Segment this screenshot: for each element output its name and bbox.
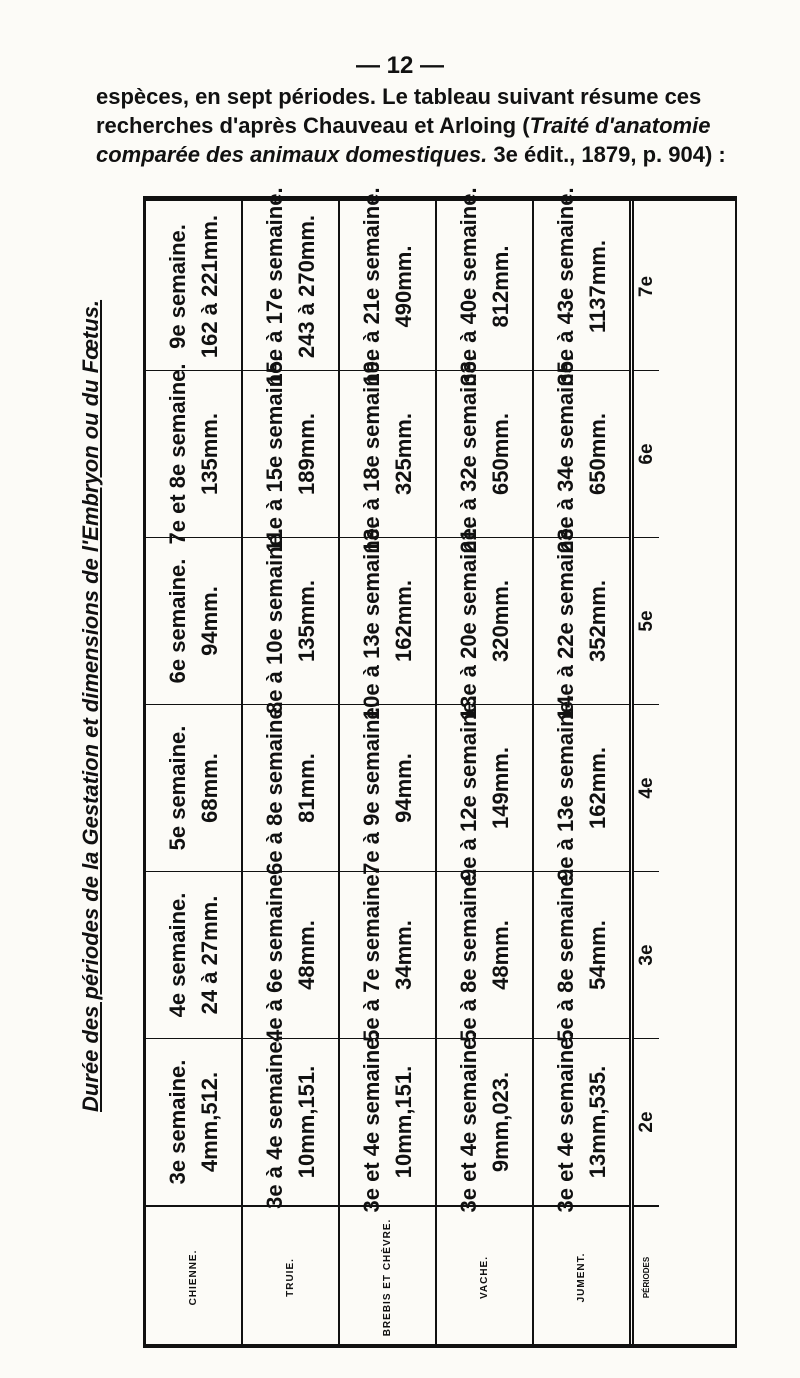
table-cell [146,537,241,704]
table-cell [437,868,532,1042]
table-cell [340,187,435,386]
periods-row [634,201,659,1348]
table-cell [534,868,629,1042]
cell-time: 14e à 22e semaine. [552,521,578,721]
cell-time: 23e à 34e semaine. [552,354,578,554]
cell-size: 94mm. [390,753,416,823]
table-cell [340,701,435,875]
intro-paragraph [96,82,776,169]
cell-size: 9mm,023. [487,1071,513,1173]
table-cell [437,1031,532,1213]
cell-time: 10e à 13e semaine. [358,521,384,721]
table-cell [243,528,338,714]
cell-size: 189mm. [293,413,319,495]
table-cell [437,521,532,721]
species-row [534,187,631,1348]
intro-text-after: 3e édit., 1879, p. 904) : [487,142,726,167]
cell-size: 94mm. [196,586,222,656]
cell-time: 13e à 20e semaine. [455,521,481,721]
cell-time: 3e et 4e semaine. [552,1031,578,1213]
cell-time: 9e à 12e semaine. [455,695,481,881]
cell-size: 54mm. [584,920,610,990]
table-cell [437,187,532,386]
cell-size: 13mm,535. [584,1065,610,1179]
cell-size: 1137mm. [584,240,610,333]
intro-text-before: espèces, en sept périodes. Le tableau suivant résume ces recherches d'après Chauveau et Arloing ( [96,84,702,138]
cell-time: 4e à 6e semaine. [261,868,287,1042]
cell-size: 135mm. [293,580,319,662]
cell-time: 9e à 13e semaine. [552,695,578,881]
species-row [340,187,437,1348]
cell-size: 325mm. [390,413,416,495]
species-header: CHIENNE. [146,1205,241,1348]
cell-size: 135mm. [196,413,222,495]
cell-time: 13e à 18e semaine. [358,354,384,554]
cell-size: 320mm. [487,580,513,662]
cell-time: 7e et 8e semaine. [164,363,190,545]
table-cell [437,354,532,554]
cell-time: 5e à 7e semaine. [358,868,384,1042]
cell-size: 24 à 27mm. [196,895,222,1015]
species-header: TRUIE. [243,1205,338,1348]
table-title-text: Durée des périodes de la Gestation et dimensions de l'Embryon ou du Fœtus. [78,299,103,1112]
cell-time: 15e à 17e semaine. [261,187,287,386]
species-row [243,187,340,1348]
cell-time: 19e à 21e semaine. [358,187,384,386]
cell-time: 21e à 32e semaine. [455,354,481,554]
table-cell [534,187,629,386]
species-header: VACHE. [437,1205,532,1348]
cell-time: 4e semaine. [164,892,190,1018]
table-cell [146,871,241,1038]
species-header: BREBIS ET CHÈVRE. [340,1205,435,1348]
cell-size: 149mm. [487,747,513,829]
cell-size: 81mm. [293,753,319,823]
page-number: — 12 — [355,52,445,79]
period-cell: 4e [634,704,659,871]
species-header: JUMENT. [534,1205,629,1348]
table-cell [340,521,435,721]
cell-time: 9e semaine. [164,224,190,349]
cell-time: 3e à 4e semaine. [261,1035,287,1209]
cell-size: 162mm. [584,747,610,829]
cell-size: 352mm. [584,580,610,662]
cell-size: 10mm,151. [390,1065,416,1179]
cell-time: 33e à 40e semaine. [455,187,481,386]
table-cell [534,695,629,881]
period-cell: 5e [634,537,659,704]
book-title: Traité d'anatomie comparée des animaux domestiques. [96,113,711,167]
cell-time: 3e et 4e semaine. [358,1031,384,1213]
cell-size: 34mm. [390,920,416,990]
cell-size: 4mm,512. [196,1071,222,1173]
cell-size: 48mm. [487,920,513,990]
table-cell [340,1031,435,1213]
period-cell: 6e [634,370,659,537]
cell-size: 243 à 270mm. [293,214,319,359]
table-cell [243,701,338,875]
cell-time: 5e semaine. [164,725,190,851]
period-cell: 3e [634,871,659,1038]
cell-time: 35e à 43e semaine. [552,187,578,386]
cell-size: 162mm. [390,580,416,662]
table-cell [146,704,241,871]
table-cell [146,203,241,370]
cell-time: 3e semaine. [164,1059,190,1185]
species-row [437,187,534,1348]
period-cell: 7e [635,275,657,298]
cell-size: 650mm. [487,413,513,495]
cell-time: 5e à 8e semaine. [455,868,481,1042]
table-cell [340,354,435,554]
cell-size: 812mm. [487,245,513,328]
cell-time: 6e à 8e semaine. [261,701,287,875]
table-cell [146,1038,241,1205]
cell-size: 10mm,151. [293,1065,319,1179]
table-cell [534,354,629,554]
table-cell [534,521,629,721]
cell-size: 68mm. [196,753,222,823]
cell-size: 650mm. [584,413,610,495]
table-cell [243,1035,338,1209]
cell-size: 162 à 221mm. [196,214,222,359]
table-cell [243,868,338,1042]
table-cell [243,187,338,386]
table-title [78,299,104,1112]
cell-time: 3e et 4e semaine. [455,1031,481,1213]
cell-time: 11e à 15e semaine. [261,355,287,553]
cell-size: 490mm. [390,245,416,328]
cell-size: 48mm. [293,920,319,990]
gestation-table [143,187,737,1348]
species-row [146,201,243,1348]
cell-time: 7e à 9e semaine. [358,701,384,875]
table-cell [340,868,435,1042]
period-cell: 2e [634,1038,659,1205]
table-cell [146,363,241,545]
gestation-table-body [146,187,735,1348]
cell-time: 8e à 10e semaine. [261,528,287,714]
cell-time: 5e à 8e semaine. [552,868,578,1042]
table-cell [243,355,338,553]
table-cell [437,695,532,881]
periods-header: PÉRIODES [634,1205,659,1348]
table-cell [534,1031,629,1213]
cell-time: 6e semaine. [164,558,190,684]
